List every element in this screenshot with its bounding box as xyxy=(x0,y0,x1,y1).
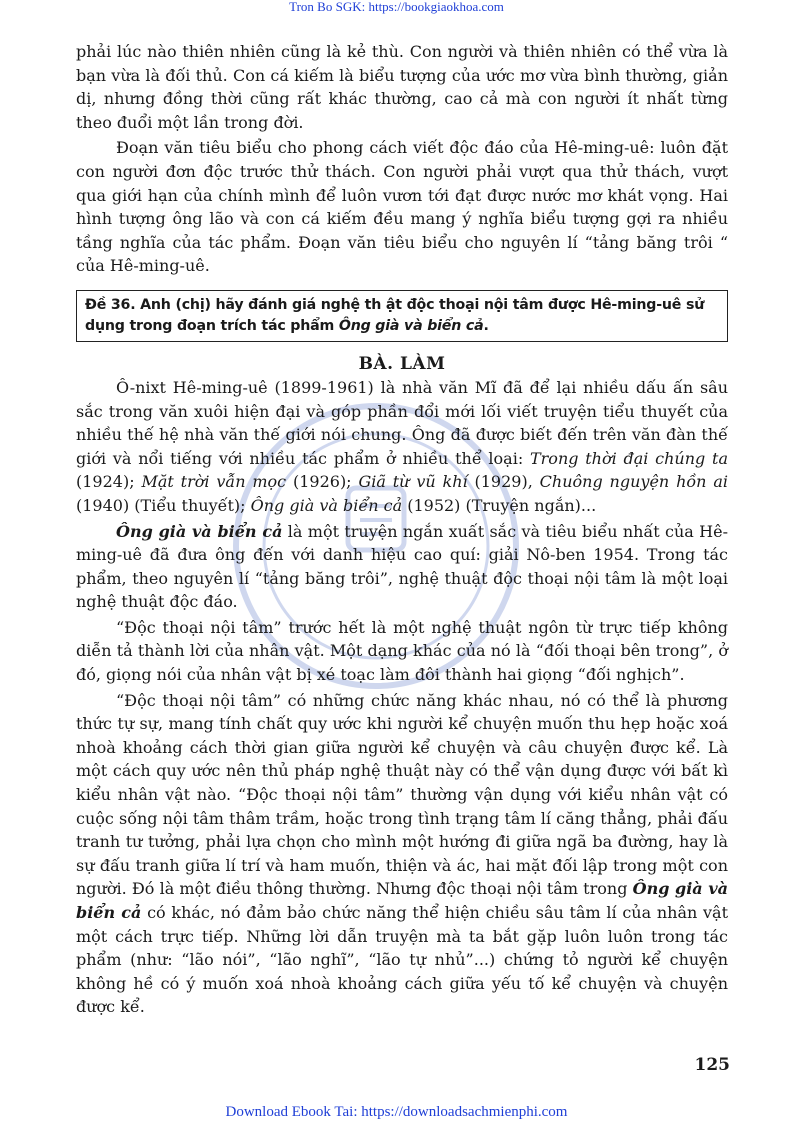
p3-text-c: (1926); xyxy=(286,472,359,492)
paragraph-1: phải lúc nào thiên nhiên cũng là kẻ thù. Con người và thiên nhiên có thể vừa là bạn vừa là đối thủ. Con cá kiếm là biểu tượng của ước mơ vừa bình thường, giản dị, nhưng đồng thời cũng rất khác thường, cao cả mà con người ít nhất từng theo đuổi một lần trong đời. xyxy=(76,42,728,132)
header-link[interactable]: Tron Bo SGK: https://bookgiaokhoa.com xyxy=(289,0,504,14)
paragraph-5: “Độc thoại nội tâm” trước hết là một nghệ thuật ngôn từ trực tiếp không diễn tả thành lời của nhân vật. Một dạng khác của nó là “đối thoại bên trong”, ở đó, giọng nói của nhân vật bị xé toạc làm đôi thành hai giọng “đối nghịch”. xyxy=(76,617,728,685)
p3-text-f: (1952) (Truyện ngắn)... xyxy=(402,495,597,515)
paragraph-4 xyxy=(76,520,728,614)
p3-text-b: (1924); xyxy=(76,472,142,492)
work-title-4: Chuông nguyện hồn ai xyxy=(539,472,728,492)
paragraph-6 xyxy=(76,689,728,1019)
question-text: Đề 36. Anh (chị) hãy đánh giá nghệ th ật độc thoại nội tâm được Hê-ming-uê sử dụng trong đoạn trích tác phẩm xyxy=(85,296,705,334)
paragraph-3 xyxy=(76,376,728,518)
question-box xyxy=(76,290,728,342)
p3-text-e: (1940) (Tiểu thuyết); xyxy=(76,495,251,515)
p4-work-title: Ông già và biển cả xyxy=(116,521,283,541)
page-body xyxy=(76,40,728,1019)
p6-work-title: Ông già và biển cả xyxy=(76,879,729,922)
p6-text-b: có khác, nó đảm bảo chức năng thể hiện chiều sâu tâm lí của nhân vật một cách trực tiếp. Những lời dẫn truyện mà ta bắt gặp luôn luôn trong tác phẩm (như: “lão nói”, “lão nghĩ”, “lão tự nhủ”...) chứng tỏ người kể chuyện không hề có ý muốn xoá nhoà khoảng cách giữa yếu tố kể chuyện và chuyện được kể. xyxy=(76,903,728,1017)
work-title-5: Ông già và biển cả xyxy=(250,495,403,515)
question-work-title: Ông già và biển cả xyxy=(338,317,484,334)
p3-text-d: (1929), xyxy=(467,472,540,492)
page-number: 125 xyxy=(694,1055,730,1075)
question-end: . xyxy=(483,317,489,334)
p6-text-a: “Độc thoại nội tâm” có những chức năng khác nhau, nó có thể là phương thức tự sự, mang tính chất quy ước khi người kể chuyện muốn thu hẹp hoặc xoá nhoà khoảng cách thời gian giữa người kể chuyện và câu chuyện được kể. Là một cách quy ước nên thủ pháp nghệ thuật này có thể vận dụng được với bất kì kiểu nhân vật nào. “Độc thoại nội tâm” thường vận dụng với kiểu nhân vật có cuộc sống nội tâm thâm trầm, hoặc trong tình trạng tâm lí căng thẳng, phải đấu tranh tư tưởng, phải lựa chọn cho mình một hướng đi giữa ngã ba đường, hay là sự đấu tranh giữa lí trí và ham muốn, thiện và ác, hai mặt đối lập trong một con người. Đó là một điều thông thường. Nhưng độc thoại nội tâm trong xyxy=(76,690,728,899)
work-title-1: Trong thời đại chúng ta xyxy=(529,448,728,468)
p4-text: là một truyện ngắn xuất sắc và tiêu biểu nhất của Hê-ming-uê đã đưa ông đến với danh hiệu cao quí: giải Nô-ben 1954. Trong tác phẩm, theo nguyên lí “tảng băng trôi”, nghệ thuật độc thoại nội tâm là một loại nghệ thuật độc đáo. xyxy=(76,521,728,612)
footer-link[interactable]: Download Ebook Tai: https://downloadsachmienphi.com xyxy=(225,1104,568,1120)
work-title-2: Mặt trời vẫn mọc xyxy=(141,472,287,492)
section-heading: BÀ. LÀM xyxy=(358,353,446,374)
p3-text-a: Ô-nixt Hê-ming-uê (1899-1961) là nhà văn Mĩ đã để lại nhiều dấu ấn sâu sắc trong văn xuôi hiện đại và góp phần đổi mới lối viết truyện tiểu thuyết của nhiều thế hệ nhà văn thế giới nói chung. Ông đã được biết đến trên văn đàn thế giới và nổi tiếng với nhiều tác phẩm ở nhiều thể loại: xyxy=(76,377,728,468)
paragraph-2: Đoạn văn tiêu biểu cho phong cách viết độc đáo của Hê-ming-uê: luôn đặt con người đơn độc trước thử thách. Con người phải vượt qua thử thách, vượt qua giới hạn của chính mình để luôn vươn tới đạt được nước mơ khát vọng. Hai hình tượng ông lão và con cá kiếm đều mang ý nghĩa biểu tượng gợi ra nhiều tầng nghĩa của tác phẩm. Đoạn văn tiêu biểu cho nguyên lí “tảng băng trôi “ của Hê-ming-uê. xyxy=(76,138,728,276)
work-title-3: Giã từ vũ khí xyxy=(358,472,468,492)
